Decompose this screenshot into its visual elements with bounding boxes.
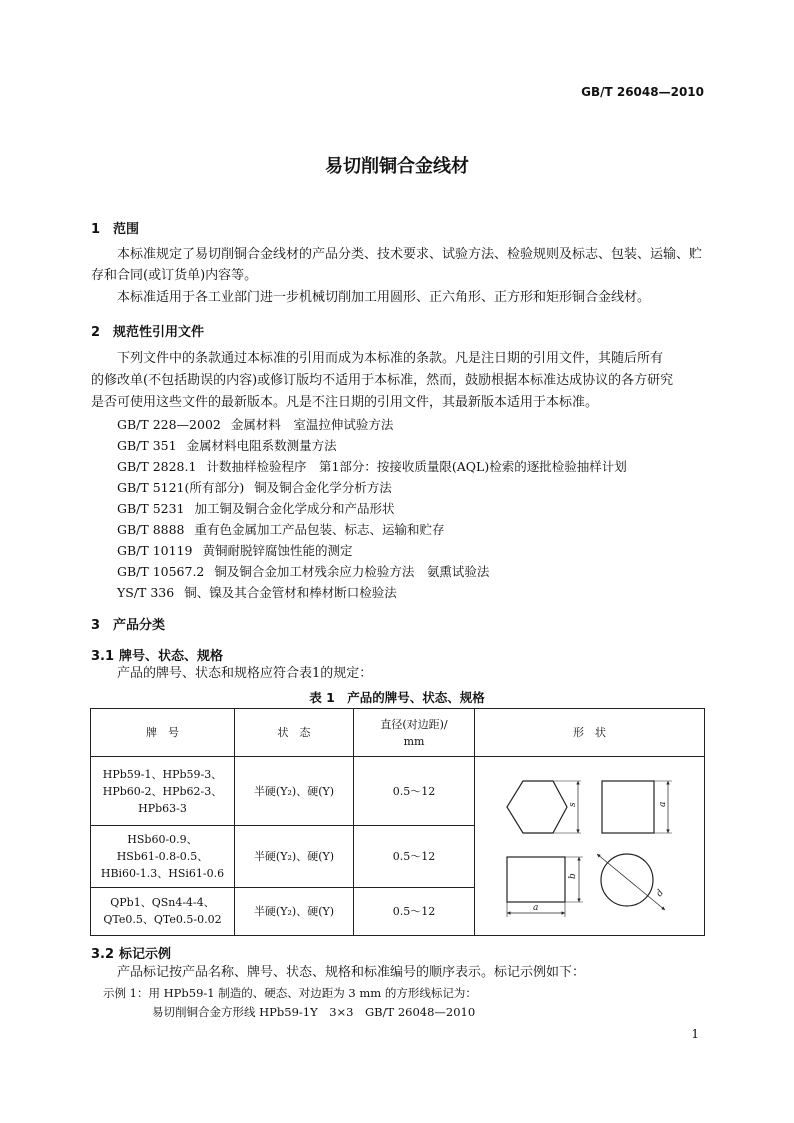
reference-title: 重有色金属加工产品包装、标志、运输和贮存: [194, 522, 445, 537]
section-3-2-heading: [91, 943, 171, 962]
state-cell: 半硬(Y₂)、硬(Y): [235, 887, 354, 935]
reference-code: GB/T 5231: [117, 501, 185, 516]
header-state: 状 态: [235, 709, 354, 757]
reference-code: GB/T 8888: [117, 522, 185, 537]
section-number: 1: [91, 222, 101, 237]
circle-shape: [597, 854, 666, 910]
reference-item: [117, 562, 489, 580]
reference-code: GB/T 2828.1: [117, 459, 197, 474]
table-header-row: [91, 709, 705, 757]
header-diameter-line1: 直径(对边距)/: [380, 717, 448, 731]
grade-line: QPb1、QSn4-4-4、: [110, 896, 215, 910]
circle-dim-label: d: [654, 888, 667, 899]
reference-item: [117, 499, 395, 517]
reference-title: 铜、镍及其合金管材和棒材断口检验法: [184, 585, 397, 600]
reference-item: [117, 520, 445, 538]
reference-item: [117, 583, 397, 601]
reference-item: [117, 415, 393, 433]
paragraph: 产品标记按产品名称、牌号、状态、规格和标准编号的顺序表示。标记示例如下：: [117, 965, 586, 980]
reference-item: [117, 457, 627, 475]
reference-item: [117, 436, 337, 454]
paragraph: 下列文件中的条款通过本标准的引用而成为本标准的条款。凡是注日期的引用文件，其随后所有: [117, 351, 664, 366]
paragraph: 本标准适用于各工业部门进一步机械切削加工用圆形、正六角形、正方形和矩形铜合金线材。: [117, 290, 651, 305]
section-3-1-heading: [91, 645, 223, 664]
reference-title: 铜及铜合金化学分析方法: [254, 480, 392, 495]
section-number: 2: [91, 325, 101, 340]
reference-code: GB/T 5121(所有部分): [117, 480, 245, 495]
grade-cell: [91, 757, 235, 826]
paragraph: 产品的牌号、状态和规格应符合表1的规定：: [117, 666, 373, 681]
section-2-heading: [91, 321, 204, 340]
product-table: [90, 708, 705, 936]
square-shape: [602, 781, 672, 833]
document-title: 易切削铜合金线材: [325, 156, 469, 177]
reference-title: 计数抽样检验程序 第1部分：按接收质量限(AQL)检索的逐批检验抽样计划: [206, 459, 627, 474]
section-title: 标记示例: [119, 947, 172, 962]
paragraph: 是否可使用这些文件的最新版本。凡是不注日期的引用文件，其最新版本适用于本标准。: [91, 395, 599, 410]
grade-line: HPb59-1、HPb59-3、: [102, 767, 223, 781]
reference-code: YS/T 336: [117, 585, 175, 600]
state-cell: 半硬(Y₂)、硬(Y): [235, 757, 354, 826]
paragraph: 本标准规定了易切削铜合金线材的产品分类、技术要求、试验方法、检验规则及标志、包装、运输、贮: [117, 247, 703, 262]
reference-code: GB/T 10119: [117, 543, 193, 558]
square-dim-label: a: [658, 801, 668, 807]
reference-code: GB/T 10567.2: [117, 564, 205, 579]
section-number: 3: [91, 618, 101, 633]
header-shape: 形 状: [475, 709, 705, 757]
section-title: 产品分类: [113, 618, 166, 633]
grade-line: HPb63-3: [138, 801, 187, 815]
header-diameter: [354, 709, 475, 757]
section-3-heading: [91, 614, 165, 633]
page-number: 1: [691, 1027, 699, 1041]
reference-item: [117, 541, 352, 559]
section-title: 范围: [113, 222, 140, 237]
rect-width-label: a: [533, 903, 539, 913]
reference-title: 加工铜及铜合金化学成分和产品形状: [194, 501, 395, 516]
hex-dim-label: s: [568, 802, 578, 807]
rect-height-label: b: [568, 873, 578, 879]
reference-code: GB/T 351: [117, 438, 177, 453]
reference-code: GB/T 228—2002: [117, 417, 221, 432]
section-title: 牌号、状态、规格: [119, 649, 224, 664]
table-row: [91, 757, 705, 826]
diameter-cell: 0.5～12: [354, 826, 475, 887]
section-number: 3.2: [91, 947, 115, 962]
reference-item: [117, 478, 392, 496]
reference-title: 金属材料 室温拉伸试验方法: [230, 417, 394, 432]
grade-line: HPb60-2、HPb62-3、: [102, 784, 223, 798]
grade-cell: [91, 887, 235, 935]
paragraph: 的修改单(不包括勘误的内容)或修订版均不适用于本标准，然而，鼓励根据本标准达成协议的各方研究: [91, 373, 674, 388]
header-grade: 牌 号: [91, 709, 235, 757]
reference-title: 黄铜耐脱锌腐蚀性能的测定: [202, 543, 353, 558]
diameter-cell: 0.5～12: [354, 757, 475, 826]
grade-line: HBi60-1.3、HSi61-0.6: [100, 867, 225, 881]
shape-cell: [475, 757, 705, 936]
reference-title: 金属材料电阻系数测量方法: [186, 438, 337, 453]
header-diameter-unit: mm: [403, 734, 425, 748]
section-title: 规范性引用文件: [113, 325, 205, 340]
section-1-heading: [91, 218, 139, 237]
grade-line: QTe0.5、QTe0.5-0.02: [103, 913, 222, 927]
paragraph: 存和合同(或订货单)内容等。: [91, 268, 258, 283]
example-mark: 易切削铜合金方形线 HPb59-1Y 3×3 GB/T 26048—2010: [152, 1005, 476, 1019]
example-text: 示例 1：用 HPb59-1 制造的、硬态、对边距为 3 mm 的方形线标记为：: [103, 986, 477, 1000]
rectangle-shape: [507, 857, 583, 917]
state-cell: 半硬(Y₂)、硬(Y): [235, 826, 354, 887]
grade-cell: [91, 826, 235, 887]
section-number: 3.1: [91, 649, 115, 664]
grade-line: HSb61-0.8-0.5、: [116, 850, 209, 864]
diameter-cell: 0.5～12: [354, 887, 475, 935]
shape-diagrams: [475, 757, 705, 935]
reference-title: 铜及铜合金加工材残余应力检验方法 氨熏试验法: [214, 564, 490, 579]
table-caption: 表 1 产品的牌号、状态、规格: [309, 690, 485, 705]
standard-number: GB/T 26048—2010: [581, 85, 704, 99]
hexagon-shape: [507, 781, 581, 833]
grade-line: HSb60-0.9、: [127, 833, 198, 847]
